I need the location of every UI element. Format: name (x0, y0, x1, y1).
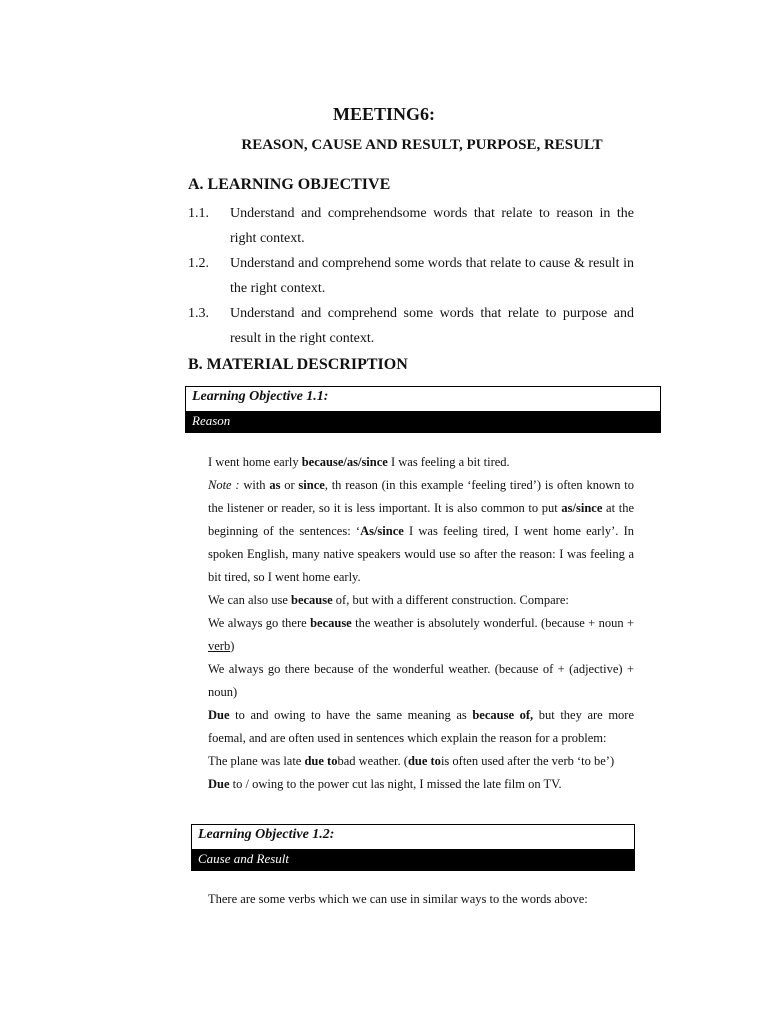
paragraph: Due to and owing to have the same meaning as because of, but they are more foemal, and are often used in sentences which explain the reason for a problem: (208, 708, 635, 745)
learning-objective-box (191, 824, 635, 871)
objective-number: 1.3. (188, 306, 209, 321)
paragraph: We always go there because of the wonderful weather. (because of + (adjective) + noun) (208, 662, 634, 699)
box-topic-bar: Cause and Result (192, 849, 634, 870)
paragraph: Due to / owing to the power cut las night, I missed the late film on TV. (208, 777, 562, 791)
section-a-heading: A. LEARNING OBJECTIVE (188, 176, 391, 193)
section-b-heading: B. MATERIAL DESCRIPTION (188, 356, 408, 373)
paragraph: I went home early because/as/since I was feeling a bit tired. (208, 455, 510, 469)
paragraph: There are some verbs which we can use in similar ways to the words above: (208, 892, 588, 906)
paragraph: Note : with as or since, th reason (in this example ‘feeling tired’) is often known to the listener or reader, so it is less important. It is also common to put as/since at the beginning of the sentences: ‘As/since I was feeling tired, I went home early’. In spoken English, many native speakers would use so after the reason: I was feeling a bit tired, so I went home early. (208, 478, 634, 584)
page-subtitle: REASON, CAUSE AND RESULT, PURPOSE, RESULT (241, 137, 603, 153)
page-title: MEETING6: (332, 104, 435, 124)
objective-text: Understand and comprehend some words that relate to cause & result in the right context. (230, 256, 634, 296)
paragraph: We always go there because the weather is absolutely wonderful. (because + noun + verb) (208, 616, 634, 653)
objective-text: Understand and comprehend some words that relate to purpose and result in the right context. (230, 306, 634, 346)
learning-objective-box (185, 386, 661, 433)
objective-number: 1.1. (188, 206, 209, 221)
objective-number: 1.2. (188, 256, 209, 271)
objective-text: Understand and comprehendsome words that relate to reason in the right context. (230, 206, 634, 246)
box-heading: Learning Objective 1.2: (198, 827, 335, 842)
box-heading: Learning Objective 1.1: (192, 389, 329, 404)
paragraph: We can also use because of, but with a different construction. Compare: (208, 593, 569, 607)
material-body (208, 451, 634, 796)
box-topic-bar: Reason (186, 411, 660, 432)
paragraph: The plane was late due tobad weather. (due tois often used after the verb ‘to be’) (208, 754, 615, 768)
